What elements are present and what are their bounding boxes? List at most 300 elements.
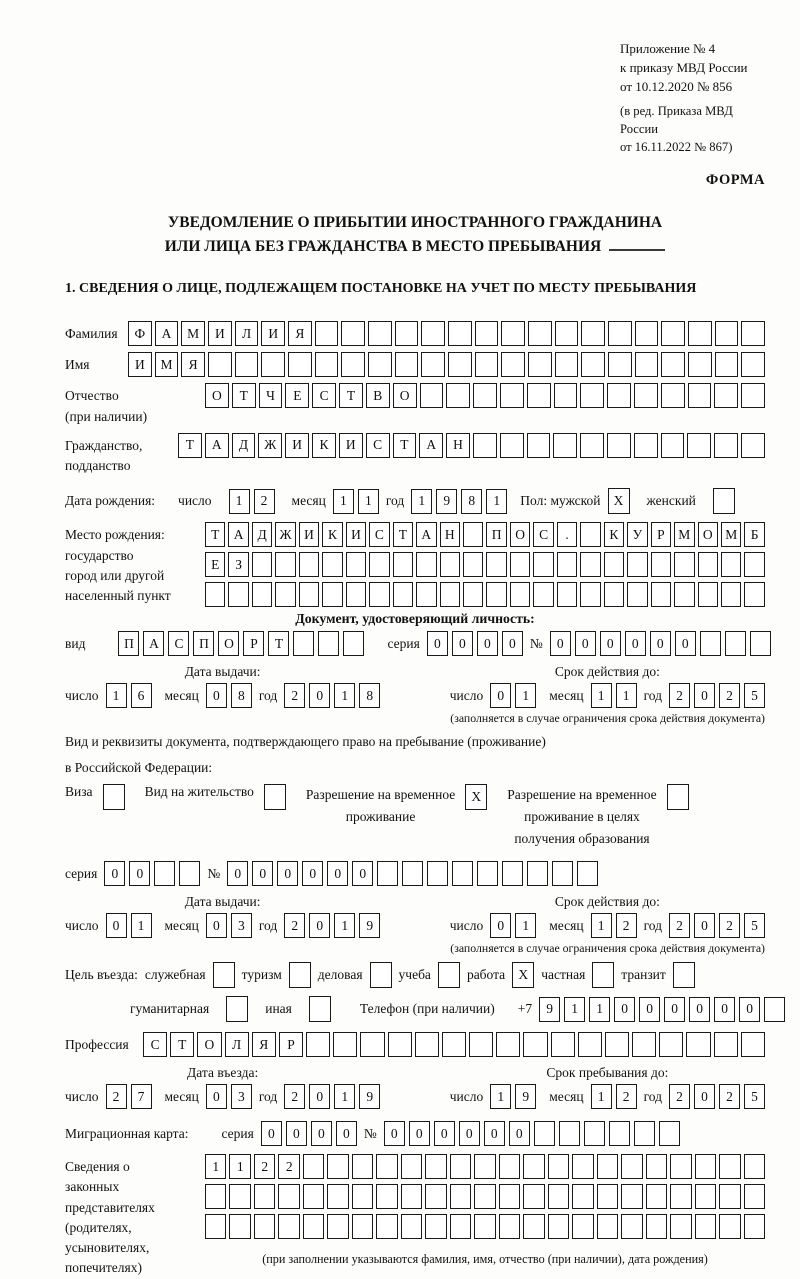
char-cell[interactable]: С [369, 522, 389, 547]
char-cell[interactable] [670, 1154, 691, 1179]
char-cell[interactable]: 9 [436, 489, 457, 514]
char-cell[interactable] [254, 1214, 275, 1239]
char-cell[interactable] [555, 352, 579, 377]
char-cell[interactable]: О [393, 383, 417, 408]
char-cell[interactable] [401, 1214, 422, 1239]
char-cell[interactable]: 0 [452, 631, 473, 656]
char-cell[interactable] [341, 352, 365, 377]
char-cell[interactable]: 0 [106, 913, 127, 938]
char-cell[interactable]: 0 [694, 913, 715, 938]
char-cell[interactable] [333, 1032, 357, 1057]
char-cell[interactable]: С [366, 433, 390, 458]
char-cell[interactable] [581, 352, 605, 377]
char-cell[interactable]: 0 [509, 1121, 530, 1146]
char-cell[interactable]: А [419, 433, 443, 458]
char-cell[interactable]: В [366, 383, 390, 408]
char-cell[interactable] [315, 321, 339, 346]
char-cell[interactable] [713, 488, 735, 514]
char-cell[interactable]: И [208, 321, 232, 346]
char-cell[interactable]: 2 [719, 913, 740, 938]
char-cell[interactable] [496, 1032, 520, 1057]
char-cell[interactable] [744, 582, 764, 607]
char-cell[interactable]: 1 [515, 913, 536, 938]
char-cell[interactable]: Т [178, 433, 202, 458]
char-cell[interactable] [500, 383, 524, 408]
char-cell[interactable]: С [312, 383, 336, 408]
char-cell[interactable]: X [512, 962, 534, 988]
char-cell[interactable] [661, 433, 685, 458]
char-cell[interactable]: К [322, 522, 342, 547]
char-cell[interactable]: И [261, 321, 285, 346]
char-cell[interactable]: 0 [434, 1121, 455, 1146]
char-cell[interactable] [440, 552, 460, 577]
char-cell[interactable] [621, 1154, 642, 1179]
char-cell[interactable] [500, 433, 524, 458]
char-cell[interactable] [548, 1214, 569, 1239]
char-cell[interactable] [714, 383, 738, 408]
char-cell[interactable] [368, 321, 392, 346]
char-cell[interactable] [448, 352, 472, 377]
char-cell[interactable]: 9 [515, 1084, 536, 1109]
char-cell[interactable] [572, 1214, 593, 1239]
char-cell[interactable]: 1 [515, 683, 536, 708]
char-cell[interactable] [714, 1032, 738, 1057]
char-cell[interactable] [557, 582, 577, 607]
char-cell[interactable]: . [557, 522, 577, 547]
char-cell[interactable]: 0 [206, 683, 227, 708]
char-cell[interactable] [322, 552, 342, 577]
char-cell[interactable]: 0 [490, 683, 511, 708]
char-cell[interactable] [278, 1214, 299, 1239]
char-cell[interactable] [377, 861, 398, 886]
char-cell[interactable]: 3 [231, 913, 252, 938]
char-cell[interactable]: О [698, 522, 718, 547]
char-cell[interactable] [254, 1184, 275, 1209]
char-cell[interactable] [486, 552, 506, 577]
char-cell[interactable]: 0 [477, 631, 498, 656]
char-cell[interactable] [634, 433, 658, 458]
char-cell[interactable] [695, 1154, 716, 1179]
char-cell[interactable]: 0 [739, 997, 760, 1022]
char-cell[interactable] [592, 962, 614, 988]
char-cell[interactable] [475, 321, 499, 346]
char-cell[interactable] [154, 861, 175, 886]
char-cell[interactable] [452, 861, 473, 886]
char-cell[interactable]: Т [393, 522, 413, 547]
char-cell[interactable]: 2 [719, 683, 740, 708]
char-cell[interactable]: 0 [129, 861, 150, 886]
char-cell[interactable] [523, 1184, 544, 1209]
char-cell[interactable]: Е [205, 552, 225, 577]
char-cell[interactable] [226, 996, 248, 1022]
char-cell[interactable]: 0 [575, 631, 596, 656]
char-cell[interactable] [695, 1214, 716, 1239]
char-cell[interactable] [661, 321, 685, 346]
char-cell[interactable] [395, 352, 419, 377]
char-cell[interactable] [303, 1184, 324, 1209]
char-cell[interactable]: 0 [227, 861, 248, 886]
char-cell[interactable] [388, 1032, 412, 1057]
char-cell[interactable] [687, 433, 711, 458]
char-cell[interactable]: 0 [286, 1121, 307, 1146]
char-cell[interactable] [463, 552, 483, 577]
char-cell[interactable] [627, 582, 647, 607]
char-cell[interactable] [580, 552, 600, 577]
char-cell[interactable]: 2 [284, 683, 305, 708]
char-cell[interactable]: 8 [461, 489, 482, 514]
char-cell[interactable]: 0 [252, 861, 273, 886]
char-cell[interactable]: О [218, 631, 239, 656]
char-cell[interactable]: Я [181, 352, 205, 377]
char-cell[interactable]: 1 [229, 489, 250, 514]
char-cell[interactable] [609, 1121, 630, 1146]
char-cell[interactable]: М [674, 522, 694, 547]
char-cell[interactable] [635, 352, 659, 377]
char-cell[interactable]: А [228, 522, 248, 547]
char-cell[interactable] [597, 1214, 618, 1239]
char-cell[interactable] [179, 861, 200, 886]
char-cell[interactable]: 2 [669, 913, 690, 938]
char-cell[interactable] [370, 962, 392, 988]
char-cell[interactable] [425, 1214, 446, 1239]
char-cell[interactable] [275, 582, 295, 607]
char-cell[interactable] [635, 321, 659, 346]
char-cell[interactable]: Д [232, 433, 256, 458]
char-cell[interactable]: Ч [259, 383, 283, 408]
char-cell[interactable]: 1 [591, 683, 612, 708]
char-cell[interactable]: 1 [616, 683, 637, 708]
char-cell[interactable]: К [604, 522, 624, 547]
char-cell[interactable] [306, 1032, 330, 1057]
char-cell[interactable]: 0 [614, 997, 635, 1022]
char-cell[interactable] [229, 1214, 250, 1239]
char-cell[interactable]: Т [339, 383, 363, 408]
char-cell[interactable]: X [465, 784, 487, 810]
char-cell[interactable]: Т [232, 383, 256, 408]
char-cell[interactable]: Р [279, 1032, 303, 1057]
char-cell[interactable] [533, 552, 553, 577]
char-cell[interactable]: X [608, 488, 630, 514]
char-cell[interactable]: 0 [309, 1084, 330, 1109]
char-cell[interactable] [427, 861, 448, 886]
char-cell[interactable] [670, 1184, 691, 1209]
char-cell[interactable] [528, 321, 552, 346]
char-cell[interactable] [448, 321, 472, 346]
char-cell[interactable] [674, 582, 694, 607]
char-cell[interactable] [527, 433, 551, 458]
char-cell[interactable] [607, 433, 631, 458]
char-cell[interactable] [572, 1184, 593, 1209]
char-cell[interactable]: С [168, 631, 189, 656]
char-cell[interactable] [548, 1154, 569, 1179]
char-cell[interactable] [352, 1154, 373, 1179]
char-cell[interactable]: 0 [694, 683, 715, 708]
char-cell[interactable] [581, 321, 605, 346]
char-cell[interactable] [229, 1184, 250, 1209]
char-cell[interactable] [420, 383, 444, 408]
char-cell[interactable] [646, 1184, 667, 1209]
char-cell[interactable] [395, 321, 419, 346]
char-cell[interactable] [303, 1214, 324, 1239]
char-cell[interactable] [659, 1032, 683, 1057]
char-cell[interactable] [554, 383, 578, 408]
char-cell[interactable] [299, 582, 319, 607]
char-cell[interactable]: 0 [694, 1084, 715, 1109]
char-cell[interactable] [293, 631, 314, 656]
char-cell[interactable] [499, 1154, 520, 1179]
char-cell[interactable] [278, 1184, 299, 1209]
char-cell[interactable] [376, 1214, 397, 1239]
char-cell[interactable] [651, 552, 671, 577]
char-cell[interactable] [369, 582, 389, 607]
char-cell[interactable]: Д [252, 522, 272, 547]
char-cell[interactable] [698, 582, 718, 607]
char-cell[interactable] [659, 1121, 680, 1146]
char-cell[interactable]: А [155, 321, 179, 346]
char-cell[interactable]: У [627, 522, 647, 547]
char-cell[interactable]: 0 [427, 631, 448, 656]
char-cell[interactable]: 8 [231, 683, 252, 708]
char-cell[interactable] [559, 1121, 580, 1146]
char-cell[interactable]: 0 [277, 861, 298, 886]
char-cell[interactable]: Т [393, 433, 417, 458]
char-cell[interactable] [741, 352, 765, 377]
char-cell[interactable] [670, 1214, 691, 1239]
char-cell[interactable] [401, 1154, 422, 1179]
char-cell[interactable] [527, 861, 548, 886]
char-cell[interactable] [501, 321, 525, 346]
char-cell[interactable] [438, 962, 460, 988]
char-cell[interactable] [698, 552, 718, 577]
char-cell[interactable] [228, 582, 248, 607]
char-cell[interactable]: А [143, 631, 164, 656]
char-cell[interactable]: Р [243, 631, 264, 656]
char-cell[interactable]: 0 [309, 683, 330, 708]
char-cell[interactable]: 0 [650, 631, 671, 656]
char-cell[interactable]: 0 [206, 1084, 227, 1109]
char-cell[interactable] [580, 433, 604, 458]
char-cell[interactable] [288, 352, 312, 377]
char-cell[interactable] [725, 631, 746, 656]
char-cell[interactable]: Я [252, 1032, 276, 1057]
char-cell[interactable]: О [205, 383, 229, 408]
char-cell[interactable]: Ж [258, 433, 282, 458]
char-cell[interactable]: Е [285, 383, 309, 408]
char-cell[interactable] [695, 1184, 716, 1209]
char-cell[interactable]: Т [205, 522, 225, 547]
char-cell[interactable] [463, 522, 483, 547]
char-cell[interactable] [327, 1154, 348, 1179]
char-cell[interactable] [604, 552, 624, 577]
char-cell[interactable] [474, 1214, 495, 1239]
char-cell[interactable] [369, 552, 389, 577]
char-cell[interactable]: 6 [131, 683, 152, 708]
char-cell[interactable] [346, 582, 366, 607]
char-cell[interactable]: 9 [359, 1084, 380, 1109]
char-cell[interactable] [103, 784, 125, 810]
char-cell[interactable] [315, 352, 339, 377]
char-cell[interactable] [393, 552, 413, 577]
char-cell[interactable]: Б [744, 522, 764, 547]
char-cell[interactable] [510, 582, 530, 607]
char-cell[interactable]: 2 [719, 1084, 740, 1109]
char-cell[interactable] [744, 552, 764, 577]
char-cell[interactable]: Т [170, 1032, 194, 1057]
char-cell[interactable]: 2 [284, 1084, 305, 1109]
char-cell[interactable] [527, 383, 551, 408]
char-cell[interactable] [715, 321, 739, 346]
char-cell[interactable]: 0 [384, 1121, 405, 1146]
char-cell[interactable]: Л [235, 321, 259, 346]
char-cell[interactable] [473, 433, 497, 458]
char-cell[interactable] [499, 1214, 520, 1239]
char-cell[interactable] [741, 433, 765, 458]
char-cell[interactable] [605, 1032, 629, 1057]
char-cell[interactable]: 1 [131, 913, 152, 938]
char-cell[interactable] [721, 582, 741, 607]
char-cell[interactable] [688, 321, 712, 346]
char-cell[interactable] [450, 1184, 471, 1209]
char-cell[interactable]: 2 [669, 1084, 690, 1109]
char-cell[interactable] [719, 1214, 740, 1239]
char-cell[interactable]: 0 [600, 631, 621, 656]
char-cell[interactable] [534, 1121, 555, 1146]
char-cell[interactable]: И [285, 433, 309, 458]
char-cell[interactable] [463, 582, 483, 607]
char-cell[interactable] [474, 1154, 495, 1179]
char-cell[interactable] [346, 552, 366, 577]
char-cell[interactable] [486, 582, 506, 607]
char-cell[interactable] [343, 631, 364, 656]
char-cell[interactable]: 1 [591, 1084, 612, 1109]
char-cell[interactable]: Н [446, 433, 470, 458]
char-cell[interactable]: Ж [275, 522, 295, 547]
char-cell[interactable] [553, 433, 577, 458]
char-cell[interactable]: Р [651, 522, 671, 547]
char-cell[interactable]: О [510, 522, 530, 547]
char-cell[interactable]: А [205, 433, 229, 458]
char-cell[interactable] [750, 631, 771, 656]
char-cell[interactable] [700, 631, 721, 656]
char-cell[interactable] [327, 1184, 348, 1209]
char-cell[interactable]: 0 [336, 1121, 357, 1146]
char-cell[interactable]: И [299, 522, 319, 547]
char-cell[interactable]: 0 [327, 861, 348, 886]
char-cell[interactable] [299, 552, 319, 577]
char-cell[interactable]: 2 [254, 489, 275, 514]
char-cell[interactable]: 0 [664, 997, 685, 1022]
char-cell[interactable] [376, 1184, 397, 1209]
char-cell[interactable]: С [143, 1032, 167, 1057]
char-cell[interactable] [205, 1184, 226, 1209]
char-cell[interactable] [557, 552, 577, 577]
char-cell[interactable] [715, 352, 739, 377]
char-cell[interactable] [555, 321, 579, 346]
char-cell[interactable]: 1 [591, 913, 612, 938]
char-cell[interactable] [688, 352, 712, 377]
char-cell[interactable] [523, 1214, 544, 1239]
char-cell[interactable] [604, 582, 624, 607]
char-cell[interactable]: 1 [486, 489, 507, 514]
char-cell[interactable] [597, 1154, 618, 1179]
char-cell[interactable]: 2 [284, 913, 305, 938]
char-cell[interactable]: 0 [714, 997, 735, 1022]
char-cell[interactable]: 1 [334, 1084, 355, 1109]
char-cell[interactable] [608, 321, 632, 346]
char-cell[interactable] [551, 1032, 575, 1057]
char-cell[interactable] [719, 1154, 740, 1179]
char-cell[interactable]: 0 [459, 1121, 480, 1146]
char-cell[interactable]: П [486, 522, 506, 547]
char-cell[interactable] [510, 552, 530, 577]
char-cell[interactable]: 2 [278, 1154, 299, 1179]
char-cell[interactable] [446, 383, 470, 408]
char-cell[interactable] [661, 383, 685, 408]
char-cell[interactable] [450, 1214, 471, 1239]
char-cell[interactable] [402, 861, 423, 886]
char-cell[interactable] [634, 1121, 655, 1146]
char-cell[interactable] [442, 1032, 466, 1057]
char-cell[interactable] [667, 784, 689, 810]
char-cell[interactable] [368, 352, 392, 377]
char-cell[interactable] [477, 861, 498, 886]
char-cell[interactable]: 2 [669, 683, 690, 708]
char-cell[interactable] [528, 352, 552, 377]
char-cell[interactable]: 1 [411, 489, 432, 514]
char-cell[interactable] [744, 1214, 765, 1239]
char-cell[interactable]: 1 [205, 1154, 226, 1179]
char-cell[interactable]: 0 [309, 913, 330, 938]
char-cell[interactable]: 0 [206, 913, 227, 938]
char-cell[interactable] [548, 1184, 569, 1209]
char-cell[interactable]: О [197, 1032, 221, 1057]
char-cell[interactable]: 1 [229, 1154, 250, 1179]
char-cell[interactable] [264, 784, 286, 810]
char-cell[interactable] [577, 861, 598, 886]
char-cell[interactable] [646, 1214, 667, 1239]
char-cell[interactable]: Н [440, 522, 460, 547]
char-cell[interactable] [572, 1154, 593, 1179]
char-cell[interactable]: 1 [358, 489, 379, 514]
char-cell[interactable] [523, 1032, 547, 1057]
char-cell[interactable]: 1 [564, 997, 585, 1022]
char-cell[interactable]: З [228, 552, 248, 577]
char-cell[interactable]: 7 [131, 1084, 152, 1109]
char-cell[interactable]: 0 [104, 861, 125, 886]
char-cell[interactable] [674, 552, 694, 577]
char-cell[interactable] [584, 1121, 605, 1146]
char-cell[interactable] [474, 1184, 495, 1209]
char-cell[interactable]: Т [268, 631, 289, 656]
char-cell[interactable] [322, 582, 342, 607]
char-cell[interactable] [475, 352, 499, 377]
char-cell[interactable] [289, 962, 311, 988]
char-cell[interactable] [416, 552, 436, 577]
char-cell[interactable]: И [128, 352, 152, 377]
char-cell[interactable]: 0 [502, 631, 523, 656]
char-cell[interactable]: К [312, 433, 336, 458]
char-cell[interactable] [352, 1214, 373, 1239]
char-cell[interactable]: 1 [334, 913, 355, 938]
char-cell[interactable] [499, 1184, 520, 1209]
char-cell[interactable]: 2 [616, 913, 637, 938]
char-cell[interactable] [208, 352, 232, 377]
char-cell[interactable] [621, 1214, 642, 1239]
char-cell[interactable] [673, 962, 695, 988]
char-cell[interactable] [421, 352, 445, 377]
char-cell[interactable] [741, 383, 765, 408]
char-cell[interactable]: 0 [675, 631, 696, 656]
